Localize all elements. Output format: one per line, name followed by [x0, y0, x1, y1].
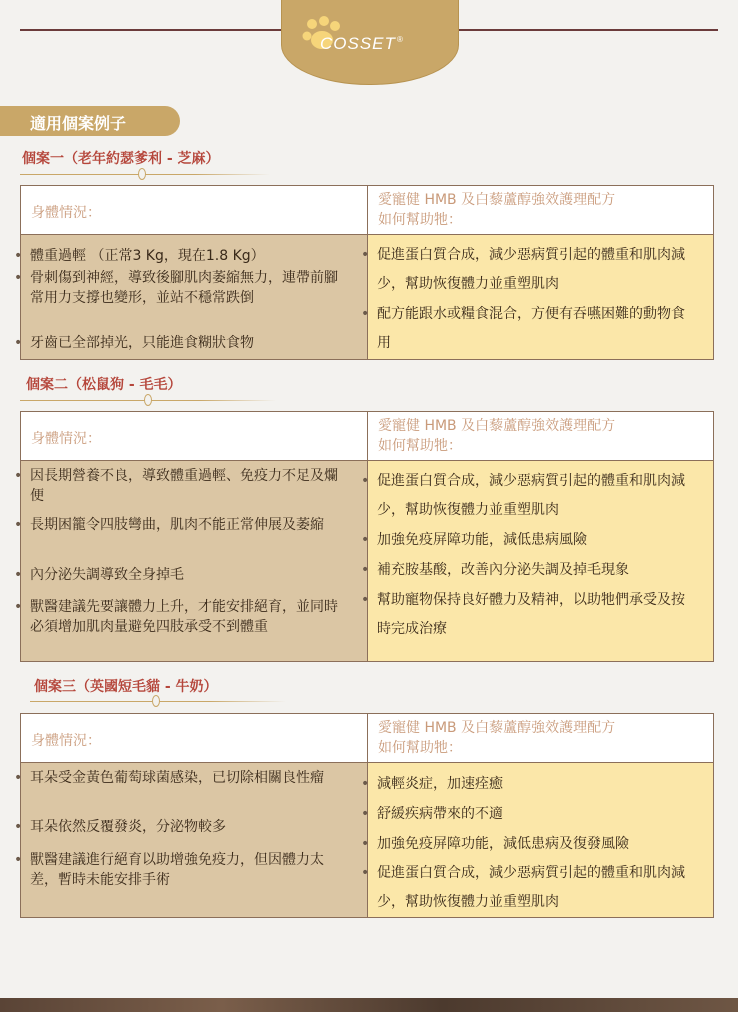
case-1-divider [20, 168, 270, 180]
case-1-product-header [378, 190, 615, 230]
case-2-benefit-item: • 補充胺基酸，改善內分泌失調及掉毛現象 [377, 556, 695, 585]
case-3-condition-item: • 獸醫建議進行絕育以助增強免疫力，但因體力太差，暫時未能安排手術 [30, 850, 342, 890]
case-1-title: 個案一（老年約瑟爹利 - 芝麻） [22, 151, 220, 167]
case-3-title: 個案三（英國短毛貓 - 牛奶） [34, 679, 218, 695]
case-3-benefit-item: • 促進蛋白質合成，減少惡病質引起的體重和肌肉減少，幫助恢復體力並重塑肌肉 [377, 859, 695, 917]
brand-logo [281, 0, 459, 85]
case-1-condition-item: • 牙齒已全部掉光，只能進食糊狀食物 [30, 333, 342, 353]
case-3-product-name: 愛寵健 HMB 及白藜蘆醇強效護理配方 [378, 720, 616, 736]
case-2-help-label: 如何幫助牠： [378, 438, 462, 454]
case-1-condition-item: • 體重過輕 （正常3 Kg，現在1.8 Kg） [30, 246, 342, 266]
case-2-benefit-item: • 加強免疫屏障功能，減低患病風險 [377, 526, 695, 555]
case-1-condition-label: 身體情況： [31, 205, 101, 221]
case-1-benefit-item: • 配方能跟水或糧食混合，方便有吞嚥困難的動物食用 [377, 300, 695, 358]
case-3-divider [30, 695, 286, 707]
brand-wordmark [320, 34, 404, 54]
case-2-condition-item: • 因長期營養不良，導致體重過輕、免疫力不足及爛便 [30, 466, 342, 506]
registered-mark: ® [396, 35, 404, 45]
case-1-condition-item: • 骨刺傷到神經，導致後腳肌肉萎縮無力，連帶前腳常用力支撐也變形，並站不穩常跌倒 [30, 268, 342, 308]
section-title-tab [0, 106, 180, 136]
case-3-condition-item: • 耳朵依然反覆發炎，分泌物較多 [30, 817, 342, 837]
case-3-condition-item: • 耳朵受金黃色葡萄球菌感染，已切除相關良性瘤 [30, 768, 342, 788]
header-rule-left [20, 29, 282, 31]
case-2-product-name: 愛寵健 HMB 及白藜蘆醇強效護理配方 [378, 418, 616, 434]
case-2-benefit-item: • 促進蛋白質合成，減少惡病質引起的體重和肌肉減少，幫助恢復體力並重塑肌肉 [377, 467, 695, 525]
case-3-benefit-item: • 舒緩疾病帶來的不適 [377, 800, 695, 829]
case-3-condition-label: 身體情況： [31, 733, 101, 749]
case-2-condition-item: • 獸醫建議先要讓體力上升，才能安排絕育，並同時必須增加肌肉量避免四肢承受不到體重 [30, 597, 342, 637]
brand-name: COSSET [320, 34, 396, 53]
section-title: 適用個案例子 [30, 114, 127, 133]
case-1-column-divider [367, 186, 368, 359]
case-3-benefit-item: • 減輕炎症，加速痊癒 [377, 770, 695, 799]
header-rule-right [456, 29, 718, 31]
case-2-product-header [378, 416, 615, 456]
case-3-benefit-item: • 加強免疫屏障功能，減低患病及復發風險 [377, 830, 695, 859]
footer-wood-band [0, 998, 738, 1012]
case-1-benefit-item: • 促進蛋白質合成，減少惡病質引起的體重和肌肉減少，幫助恢復體力並重塑肌肉 [377, 241, 695, 299]
case-1-product-name: 愛寵健 HMB 及白藜蘆醇強效護理配方 [378, 192, 616, 208]
case-2-divider [20, 394, 276, 406]
case-2-condition-item: • 內分泌失調導致全身掉毛 [30, 565, 342, 585]
case-2-title: 個案二（松鼠狗 - 毛毛） [26, 377, 182, 393]
case-1-help-label: 如何幫助牠： [378, 212, 462, 228]
case-3-help-label: 如何幫助牠： [378, 740, 462, 756]
case-2-condition-item: • 長期困籠令四肢彎曲，肌肉不能正常伸展及萎縮 [30, 515, 342, 535]
case-2-condition-label: 身體情況： [31, 431, 101, 447]
case-3-product-header [378, 718, 615, 758]
case-2-benefit-item: • 幫助寵物保持良好體力及精神，以助牠們承受及按時完成治療 [377, 586, 695, 644]
